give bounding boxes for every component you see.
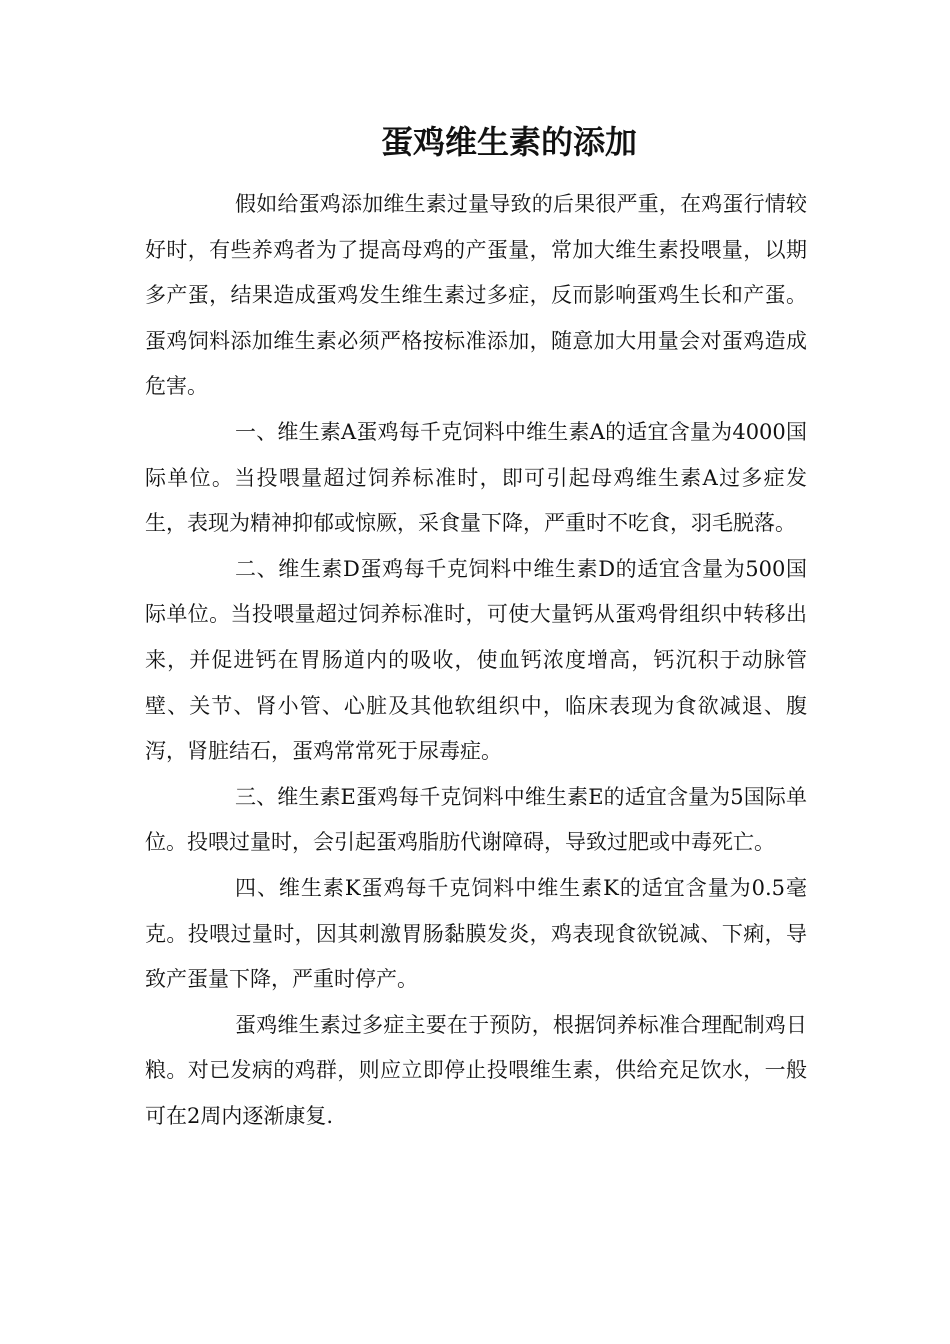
paragraph-intro: 假如给蛋鸡添加维生素过量导致的后果很严重，在鸡蛋行情较好时，有些养鸡者为了提高母鸡的产蛋量，常加大维生素投喂量，以期多产蛋，结果造成蛋鸡发生维生素过多症，反而影响蛋鸡生长和产蛋。蛋鸡饲料添加维生素必须严格按标准添加，随意加大用量会对蛋鸡造成危害。	[145, 192, 807, 399]
document-title: 蛋鸡维生素的添加	[380, 123, 637, 161]
document-body	[145, 182, 807, 1139]
paragraph-vitamin-e: 三、维生素E蛋鸡每千克饲料中维生素E的适宜含量为5国际单位。投喂过量时，会引起蛋鸡脂肪代谢障碍，导致过肥或中毒死亡。	[145, 784, 807, 855]
paragraph-vitamin-a: 一、维生素A蛋鸡每千克饲料中维生素A的适宜含量为4000国际单位。当投喂量超过饲养标准时，即可引起母鸡维生素A过多症发生，表现为精神抑郁或惊厥，采食量下降，严重时不吃食，羽毛脱落。	[145, 419, 807, 536]
paragraph-vitamin-k: 四、维生素K蛋鸡每千克饲料中维生素K的适宜含量为0.5毫克。投喂过量时，因其刺激胃肠黏膜发炎，鸡表现食欲锐减、下痢，导致产蛋量下降，严重时停产。	[145, 875, 807, 992]
paragraph-vitamin-d: 二、维生素D蛋鸡每千克饲料中维生素D的适宜含量为500国际单位。当投喂量超过饲养标准时，可使大量钙从蛋鸡骨组织中转移出来，并促进钙在胃肠道内的吸收，使血钙浓度增高，钙沉积于动脉管壁、关节、肾小管、心脏及其他软组织中，临床表现为食欲减退、腹泻，肾脏结石，蛋鸡常常死于尿毒症。	[145, 556, 807, 764]
paragraph-conclusion: 蛋鸡维生素过多症主要在于预防，根据饲养标准合理配制鸡日粮。对已发病的鸡群，则应立即停止投喂维生素，供给充足饮水，一般可在2周内逐渐康复.	[145, 1012, 807, 1128]
